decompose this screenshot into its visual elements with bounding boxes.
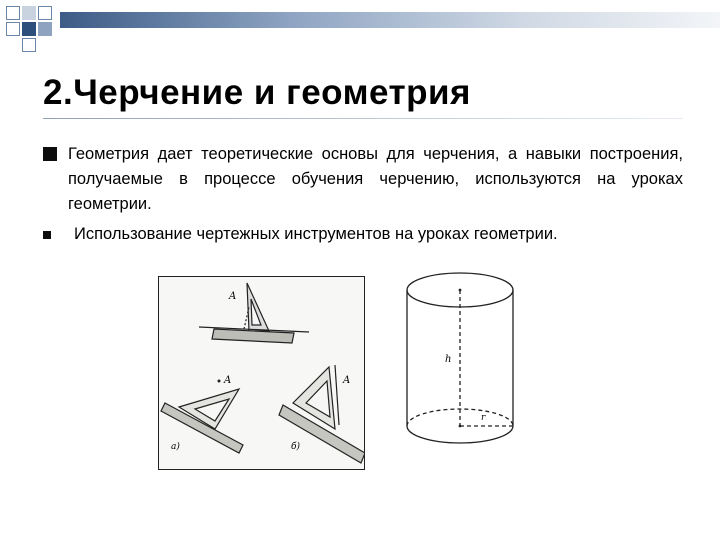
header-gradient-bar [60, 12, 720, 28]
cylinder-figure [395, 270, 525, 470]
label-a-mid: A [224, 375, 232, 386]
drawing-tools-svg [159, 277, 365, 470]
deco-square [22, 22, 36, 36]
deco-square [6, 22, 20, 36]
deco-square [6, 6, 20, 20]
label-sub-b: б) [291, 442, 301, 452]
title-divider [43, 118, 683, 119]
deco-square [38, 22, 52, 36]
drawing-tools-illustration [158, 276, 365, 470]
deco-square [22, 38, 36, 52]
deco-square [38, 6, 52, 20]
point-a [218, 380, 221, 383]
cylinder-svg [395, 270, 525, 470]
label-height: h [445, 354, 452, 365]
bullet-text: Использование чертежных инструментов на уроках геометрии. [74, 225, 558, 243]
bullet-item [43, 222, 683, 247]
bullet-text: Геометрия дает теоретические основы для черчения, а навыки построения, получаемые в процессе обучения черчению, используются на уроках геометрии. [68, 145, 683, 213]
slide-title: 2.Черчение и геометрия [43, 73, 471, 112]
label-sub-a: а) [171, 442, 180, 452]
bottom-center-point [459, 425, 462, 428]
square-bullet-icon [43, 147, 57, 161]
label-radius: r [481, 413, 486, 423]
top-center-point [459, 289, 462, 292]
label-a-right: A [343, 375, 351, 386]
deco-square [22, 6, 36, 20]
square-bullet-icon [43, 231, 51, 239]
label-a-top: A [229, 291, 237, 302]
bullet-item [43, 142, 683, 217]
